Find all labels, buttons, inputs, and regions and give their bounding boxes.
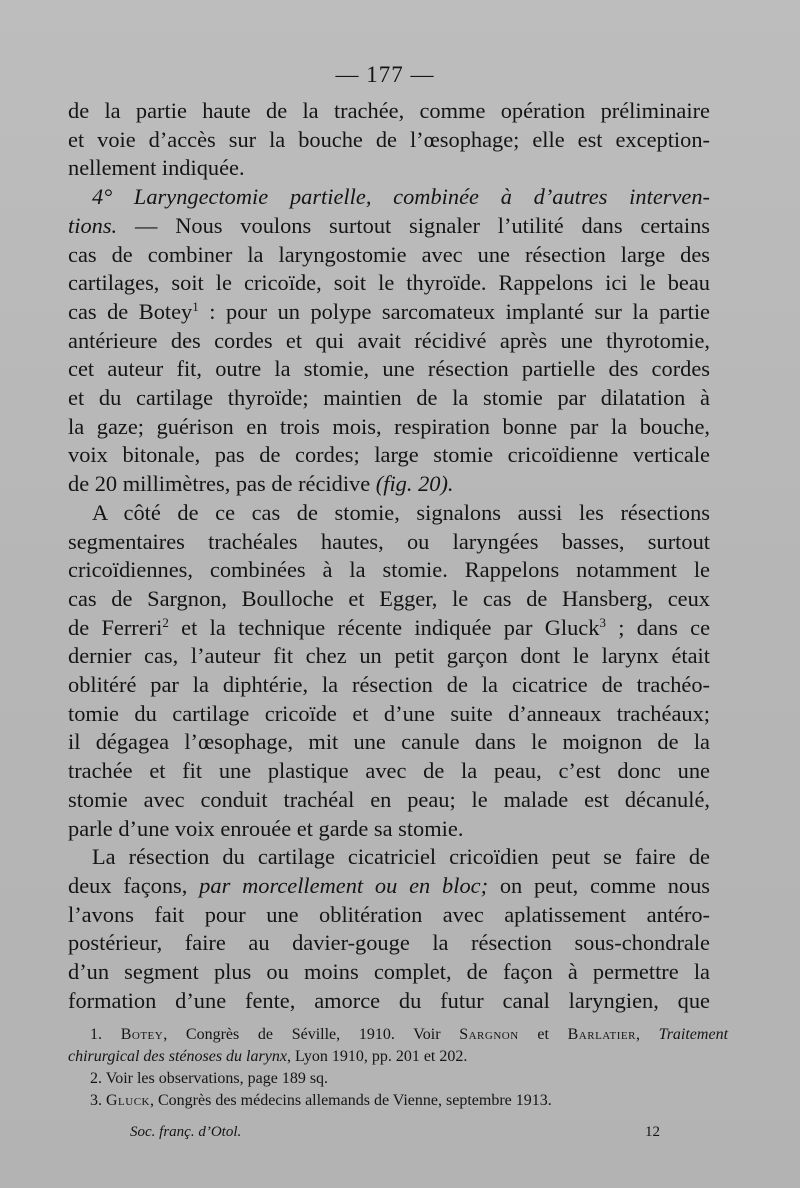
text-run: : pour un polype sarcomateux implanté sur la partie <box>198 298 710 324</box>
text-line: d’un segment plus ou moins complet, de façon à permettre la <box>68 959 710 985</box>
text-line: La résection du cartilage cicatriciel cricoïdien peut se faire de <box>92 844 710 870</box>
section-heading-cont: tions. <box>68 212 118 238</box>
text-line: il dégagea l’œsophage, mit une canule dans le moignon de la <box>68 729 710 755</box>
footnote-ref-1: 1 <box>192 298 199 314</box>
text-run: ; dans ce <box>605 614 711 640</box>
footnote-author: Botey <box>120 1026 164 1043</box>
figure-reference: (fig. 20). <box>375 471 454 497</box>
footnote-text: , Congrès de Séville, 1910. Voir <box>163 1026 460 1043</box>
text-line: cricoïdiennes, combinées à la stomie. Rappelons notamment le <box>68 557 710 583</box>
text-run: deux façons, <box>68 872 200 898</box>
footnote-3 <box>68 1090 728 1112</box>
text-line: formation d’une fente, amorce du futur canal laryngien, que <box>68 987 710 1013</box>
text-line: A côté de ce cas de stomie, signalons aussi les résections <box>92 499 710 525</box>
text-line: l’avons fait pour une oblitération avec aplatissement antéro- <box>68 901 710 927</box>
text-line: de la partie haute de la trachée, comme opération préliminaire <box>68 98 710 123</box>
footnote-2: 2. Voir les observations, page 189 sq. <box>90 1070 329 1087</box>
footnote-text: , Lyon 1910, pp. 201 et 202. <box>286 1048 468 1065</box>
text-line <box>68 872 710 901</box>
text-line: parle d’une voix enrouée et garde sa stomie. <box>68 815 464 841</box>
main-text <box>68 97 710 1016</box>
text-line: segmentaires trachéales hautes, ou laryngées basses, surtout <box>68 528 710 554</box>
text-line: nellement indiquée. <box>68 155 245 181</box>
text-line: cet auteur fit, outre la stomie, une résection partielle des cordes <box>68 356 710 382</box>
footnote-1 <box>68 1024 728 1046</box>
footnote-number: 1. <box>90 1026 102 1043</box>
text-run: on peut, comme nous <box>488 872 710 898</box>
text-line: antérieure des cordes et qui avait récidivé après une thyrotomie, <box>68 327 710 353</box>
footnote-text: et <box>518 1026 568 1043</box>
text-line: et du cartilage thyroïde; maintien de la stomie par dilatation à <box>68 385 710 411</box>
page-footer <box>130 1124 660 1141</box>
text-line: stomie avec conduit trachéal en peau; le malade est décanulé, <box>68 786 710 812</box>
text-line: la gaze; guérison en trois mois, respiration bonne par la bouche, <box>68 413 710 439</box>
text-run: — Nous voulons surtout signaler l’utilité dans certains <box>117 212 710 238</box>
text-run: de 20 millimètres, pas de récidive <box>68 471 376 497</box>
footnote-title: chirurgical des sténoses du larynx <box>68 1048 287 1065</box>
text-line: et voie d’accès sur la bouche de l’œsophage; elle est exception- <box>68 126 710 152</box>
footnote-ref-2: 2 <box>162 614 169 630</box>
page-number: — 177 — <box>335 62 435 87</box>
footnotes <box>68 1024 728 1112</box>
text-line: oblitéré par la diphtérie, la résection de la cicatrice de trachéo- <box>68 672 710 698</box>
running-title: Soc. franç. d’Otol. <box>130 1124 242 1140</box>
text-line <box>68 298 710 327</box>
footnote-ref-3: 3 <box>599 614 606 630</box>
footnote-text: , <box>635 1026 659 1043</box>
text-line: cas de Sargnon, Boulloche et Egger, le cas de Hansberg, ceux <box>68 585 710 611</box>
text-line: voix bitonale, pas de cordes; large stomie cricoïdienne verticale <box>68 442 710 468</box>
text-line: postérieur, faire au davier-gouge la résection sous-chondrale <box>68 930 710 956</box>
text-run: et la technique récente indiquée par Gluck <box>168 614 600 640</box>
footnote-title: Traitement <box>658 1026 729 1043</box>
emphasis: par morcellement ou en bloc; <box>199 872 489 898</box>
footnote-author: Barlatier <box>567 1026 636 1043</box>
text-line: cas de combiner la laryngostomie avec une résection large des <box>68 241 710 267</box>
section-heading: 4° Laryngectomie partielle, combinée à d’autres interven- <box>92 184 710 210</box>
text-line <box>68 183 710 212</box>
text-line: cartilages, soit le cricoïde, soit le thyroïde. Rappelons ici le beau <box>68 270 710 296</box>
text-line: dernier cas, l’auteur fit chez un petit garçon dont le larynx était <box>68 643 710 669</box>
text-run: cas de Botey <box>68 298 193 324</box>
footnote-text: , Congrès des médecins allemands de Vienne, septembre 1913. <box>150 1092 552 1109</box>
text-line: trachée et fit une plastique avec de la peau, c’est donc une <box>68 758 710 784</box>
footnote-number: 3. <box>90 1092 102 1109</box>
footnote-author: Gluck <box>106 1092 150 1109</box>
signature-mark: 12 <box>645 1124 660 1140</box>
text-line <box>68 212 710 241</box>
text-line <box>68 614 710 643</box>
footnote-author: Sargnon <box>459 1026 519 1043</box>
text-run: de Ferreri <box>68 614 163 640</box>
text-line <box>68 470 710 499</box>
footnote-1-cont <box>68 1046 728 1068</box>
text-line: tomie du cartilage cricoïde et d’une suite d’anneaux trachéaux; <box>68 700 710 726</box>
